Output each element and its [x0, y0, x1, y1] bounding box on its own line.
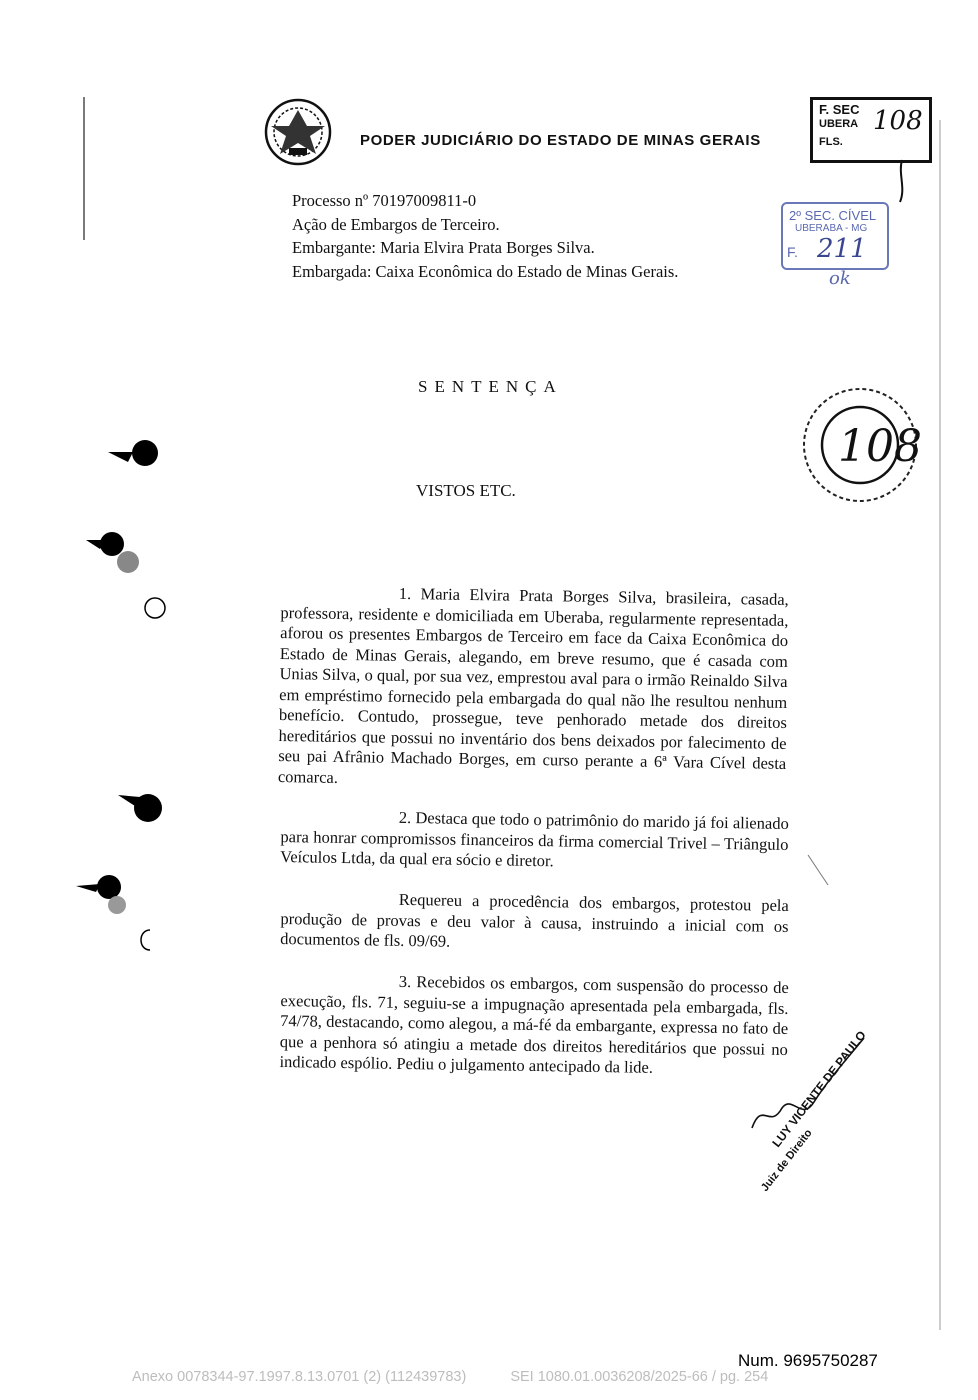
civel-stamp-line2: UBERABA - MG [795, 223, 868, 234]
sei-reference: SEI 1080.01.0036208/2025-66 / pg. 254 [510, 1369, 769, 1385]
paragraph-1-text: 1. Maria Elvira Prata Borges Silva, brasileira, casada, professora, residente e domiciliada em Uberaba, regularmente representada, aforou os presentes Embargos de Terceiro em face da Caixa Econômica do Estado de Minas Gerais, alegando, em breve resumo, que é casada com Unias Silva, o qual, por sua vez, emprestou aval para o irmão Reinaldo Silva em empréstimo fornecido pela embargada do qual não lhe resultou nenhum benefício. Contudo, prossegue, teve penhorado metade dos direitos hereditários que possui no inventário dos bens deixados por falecimento de seu pai Afrânio Machado Borges, em curso perante a 6ª Vara Cível desta comarca. [277, 583, 789, 787]
civel-stamp-line3: F. [787, 244, 798, 260]
paragraph-3-text: Requereu a procedência dos embargos, protestou pela produção de provas e deu valor à causa, instruindo a inicial com os documentos de fls. 09/69. [280, 889, 789, 951]
civel-stamp-number: 211 [817, 234, 867, 264]
coat-of-arms-icon [263, 96, 333, 168]
court-name: PODER JUDICIÁRIO DO ESTADO DE MINAS GERAIS [360, 132, 761, 149]
paragraph-4 [279, 970, 789, 1080]
signature-role: Juiz de Direito [758, 1127, 815, 1194]
tribunal-round-stamp [788, 385, 938, 510]
round-stamp-number: 108 [838, 421, 922, 472]
signature-name: LUY VICENTE DE PAULO [769, 1028, 869, 1150]
document-number: Num. 9695750287 [738, 1351, 878, 1370]
annex-reference: Anexo 0078344-97.1997.8.13.0701 (2) (112439783) [132, 1369, 467, 1385]
action-type: Ação de Embargos de Terceiro. [292, 214, 500, 234]
civel-stamp-line1: 2º SEC. CÍVEL [789, 208, 877, 223]
sec-stamp-line3: FLS. [819, 136, 843, 148]
handwritten-mark [894, 158, 910, 204]
embargante: Embargante: Maria Elvira Prata Borges Silva. [292, 238, 595, 257]
civel-page-stamp [781, 202, 889, 270]
process-header [292, 189, 678, 283]
process-number: Processo nº 70197009811-0 [292, 191, 477, 210]
paragraph-4-text: 3. Recebidos os embargos, com suspensão do processo de execução, fls. 71, seguiu-se a impugnação apresentada pela embargada, fls. 74/78, destacando, como alegou, a má-fé da embargante, expressa no fato de que a penhora só atingiu a metade dos direitos hereditários que possui no indicado espólio. Pediu o julgamento antecipado da lide. [279, 971, 789, 1077]
embargada: Embargada: Caixa Econômica do Estado de Minas Gerais. [292, 261, 679, 281]
judge-signature [748, 1010, 878, 1200]
paragraph-3 [280, 888, 789, 957]
sec-stamp-line1: F. SEC [819, 102, 860, 117]
footer-metadata [132, 1369, 812, 1385]
vistos-heading: VISTOS ETC. [416, 481, 516, 500]
sec-stamp-line2: UBERA [819, 118, 859, 130]
paragraph-1 [278, 582, 789, 795]
document-title: SENTENÇA [418, 377, 563, 396]
sec-page-stamp [810, 97, 932, 163]
paragraph-2-text: 2. Destaca que todo o patrimônio do marido já foi alienado para honrar compromissos financeiros da firma comercial Trivel – Triângulo Veículos Ltda, da qual era sócio e diretor. [280, 807, 789, 871]
paragraph-2 [280, 806, 789, 875]
ok-mark: ok [829, 268, 851, 289]
sec-stamp-number: 108 [873, 106, 923, 136]
